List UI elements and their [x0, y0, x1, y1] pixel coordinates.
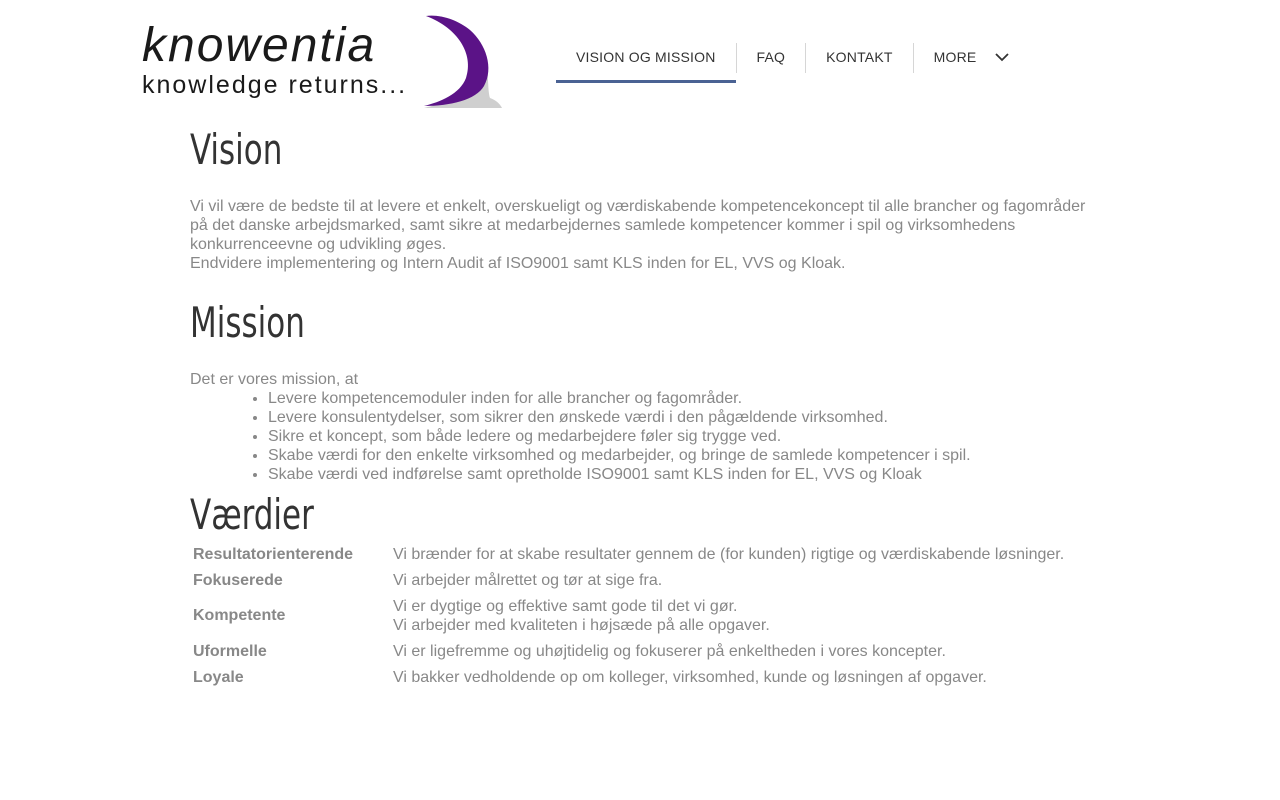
nav-item-faq[interactable] — [737, 41, 806, 73]
nav-item-kontakt[interactable] — [806, 41, 912, 73]
value-key: Kompetente — [193, 607, 286, 624]
nav-more-label: MORE — [933, 49, 977, 65]
value-key: Resultatorienterende — [193, 545, 354, 563]
nav-item-label: FAQ — [756, 49, 786, 65]
value-key: Loyale — [193, 668, 244, 686]
main-navigation — [556, 41, 1010, 83]
values-heading: Værdier — [190, 490, 314, 539]
value-description: Vi arbejder målrettet og tør at sige fra. — [393, 571, 663, 589]
table-row — [190, 593, 1067, 638]
vision-heading: Vision — [190, 125, 283, 174]
nav-item-vision-og-mission[interactable] — [556, 41, 736, 83]
list-item: • Sikre et koncept, som både ledere og medarbejdere føler sig trygge ved. — [268, 427, 971, 446]
value-description-line: Vi er dygtige og effektive samt gode til det vi gør. — [393, 597, 738, 615]
value-description — [390, 593, 1067, 638]
nav-item-label: KONTAKT — [826, 49, 893, 65]
value-key: Fokuserede — [193, 571, 283, 589]
logo-tagline: knowledge returns... — [142, 71, 408, 99]
vision-paragraph: Vi vil være de bedste til at levere et enkelt, overskueligt og værdiskabende kompetencekoncept til alle brancher og fagområder på det danske arbejdsmarked, samt sikre at medarbejdernes samlede kompetencer kommer i spil og virksomhedens konkurrenceevne og udvikling øges. — [190, 198, 1086, 253]
list-item: • Levere konsulentydelser, som sikrer den ønskede værdi i den pågældende virksomhed. — [268, 408, 971, 427]
table-row — [190, 638, 1067, 664]
value-description: Vi brænder for at skabe resultater gennem de (for kunden) rigtige og værdiskabende løsninger. — [393, 545, 1065, 563]
nav-item-more[interactable] — [914, 41, 1011, 73]
values-table — [190, 541, 1067, 690]
list-item: • Levere kompetencemoduler inden for alle brancher og fagområder. — [268, 389, 971, 408]
mission-intro: Det er vores mission, at — [190, 371, 359, 388]
value-description-line: Vi arbejder med kvaliteten i højsæde på alle opgaver. — [393, 616, 770, 634]
value-description: Vi er ligefremme og uhøjtidelig og fokuserer på enkeltheden i vores koncepter. — [393, 642, 946, 660]
mission-heading: Mission — [190, 298, 305, 347]
list-item: • Skabe værdi ved indførelse samt opretholde ISO9001 samt KLS inden for EL, VVS og Kloak — [268, 465, 971, 484]
nav-item-label: VISION OG MISSION — [576, 49, 716, 65]
value-key: Uformelle — [193, 642, 267, 660]
site-logo[interactable] — [140, 14, 502, 108]
logo-wordmark: knowentia — [142, 19, 377, 72]
chevron-down-icon — [994, 51, 1010, 63]
value-description: Vi bakker vedholdende op om kolleger, virksomhed, kunde og løsningen af opgaver. — [393, 668, 987, 686]
table-row — [190, 567, 1067, 593]
table-row — [190, 664, 1067, 690]
mission-bullet-list — [190, 389, 971, 484]
table-row — [190, 541, 1067, 567]
boomerang-logo-icon — [420, 14, 502, 108]
vision-paragraph-2: Endvidere implementering og Intern Audit af ISO9001 samt KLS inden for EL, VVS og Kloak. — [190, 255, 846, 272]
list-item: • Skabe værdi for den enkelte virksomhed og medarbejder, og bringe de samlede kompetencer i spil. — [268, 446, 971, 465]
